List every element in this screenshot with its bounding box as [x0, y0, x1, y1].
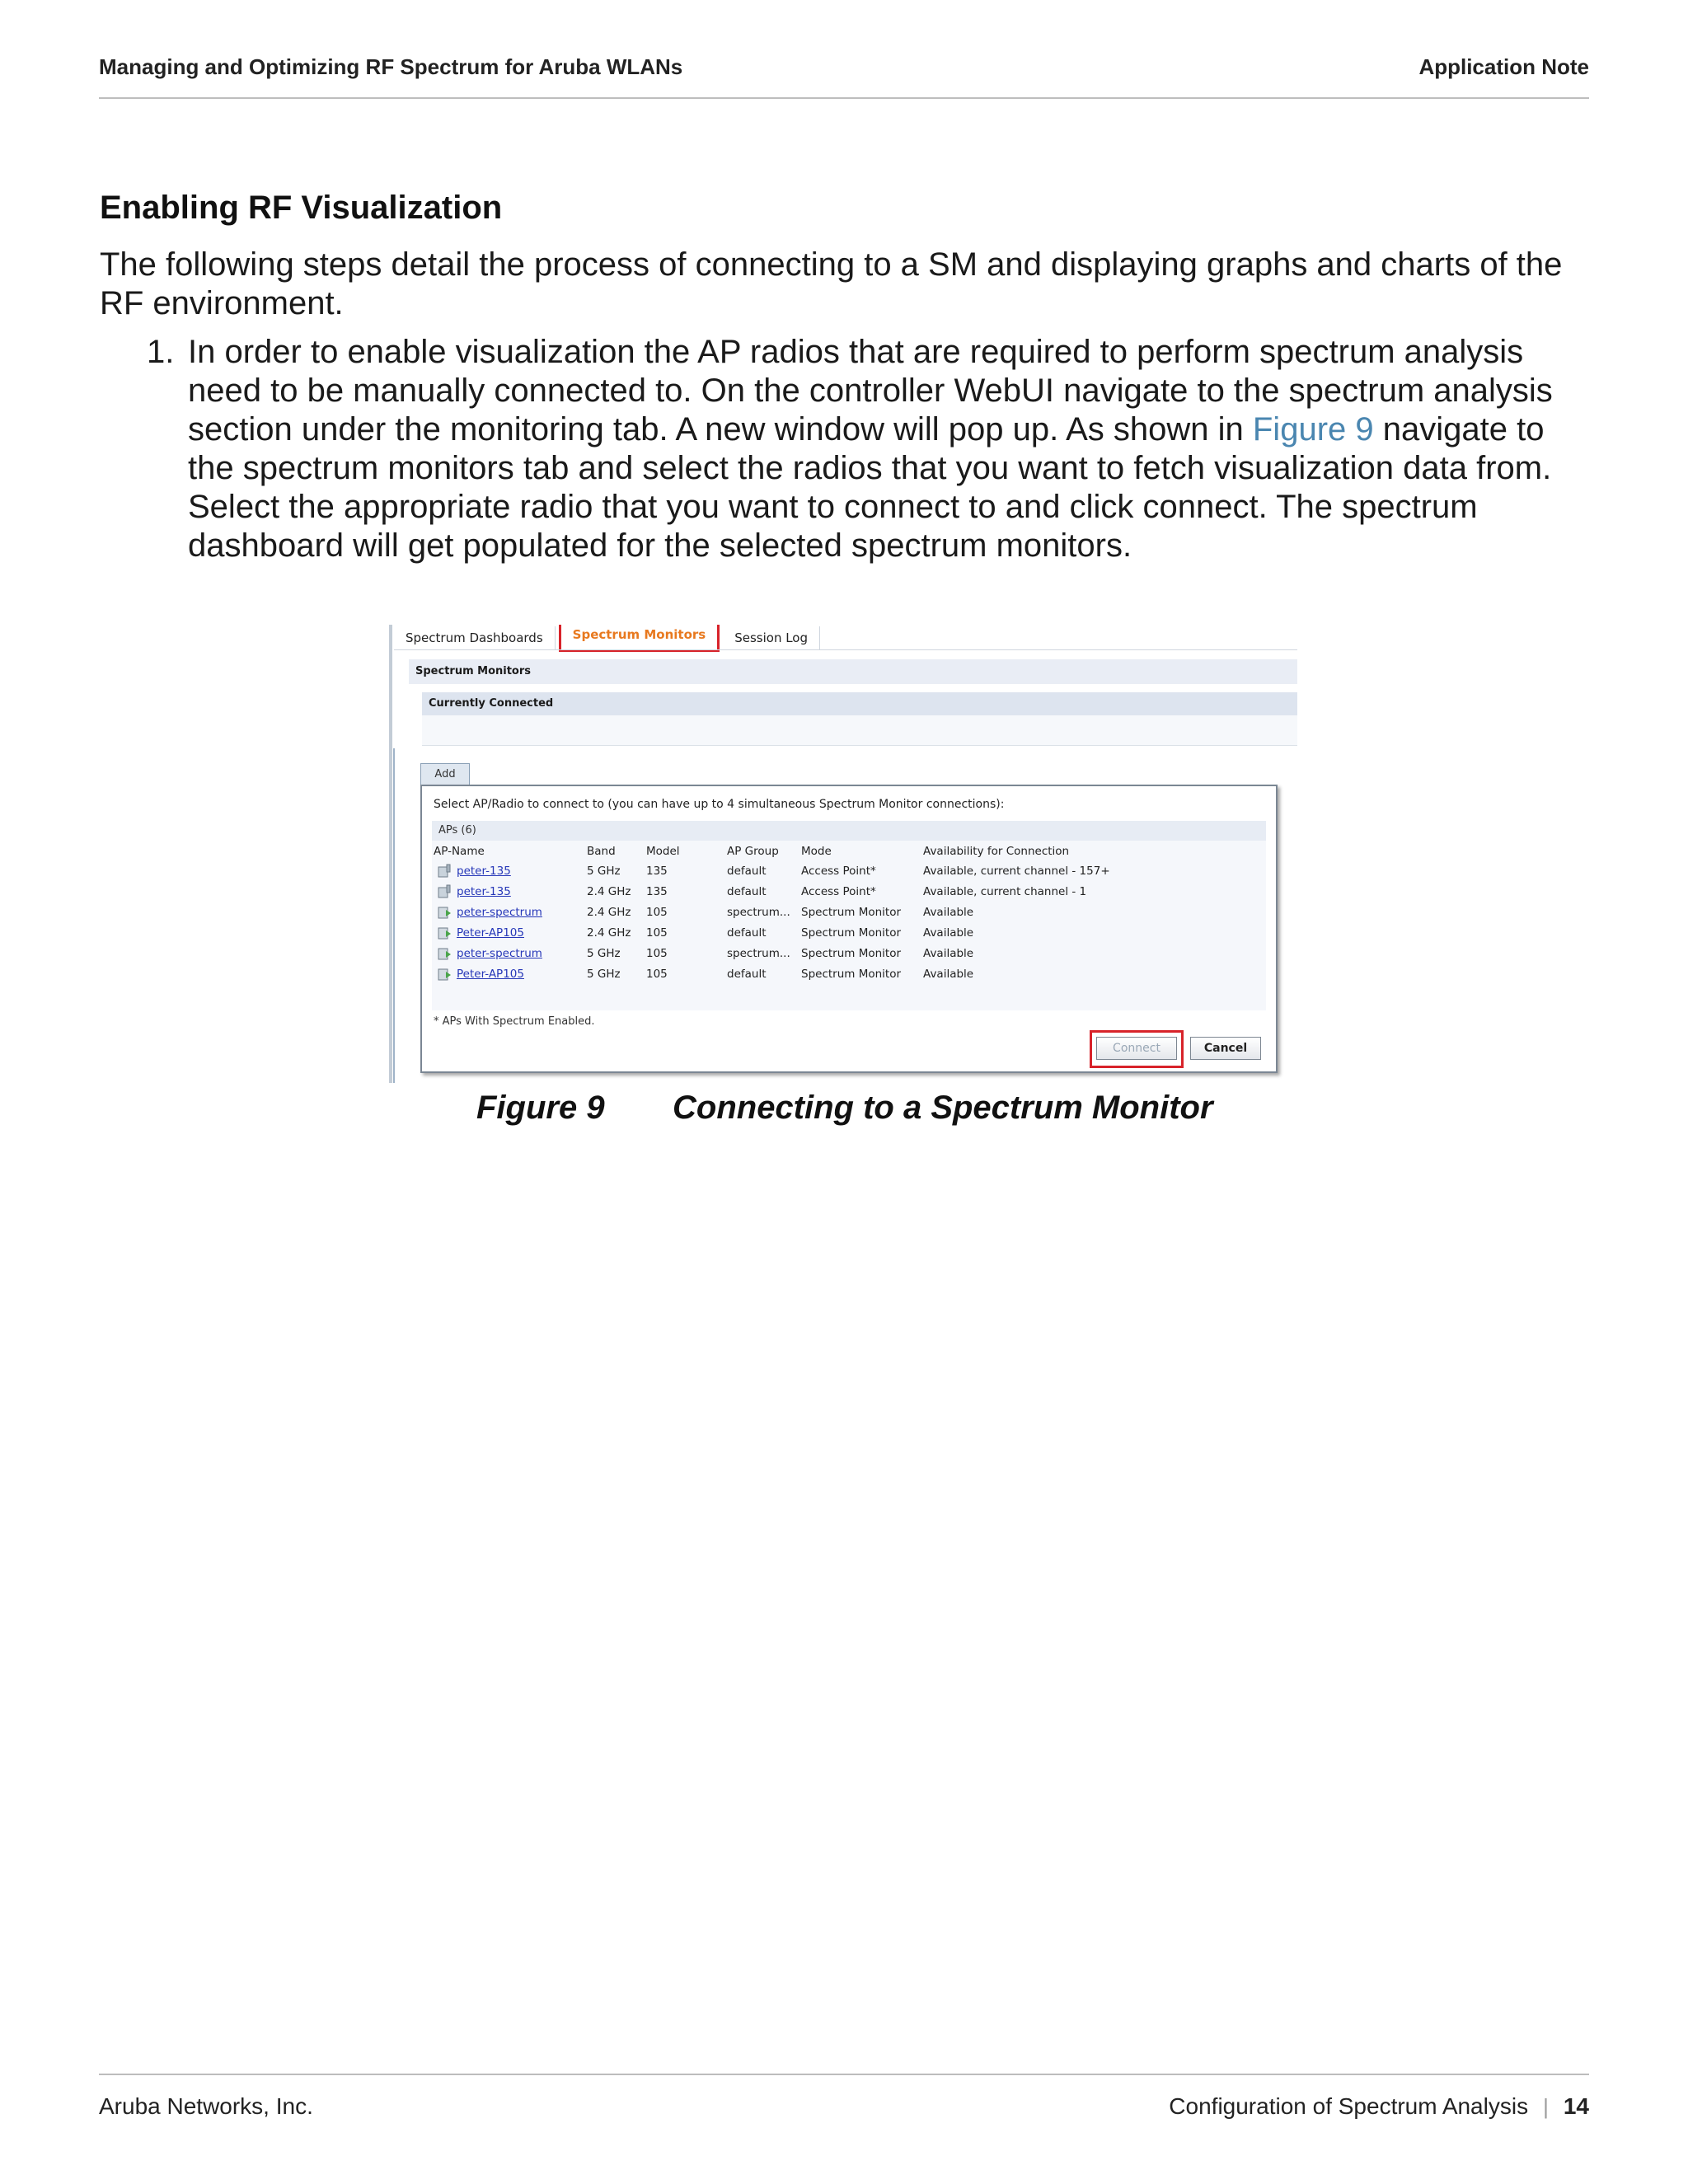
mode-cell: Access Point* — [801, 884, 876, 898]
band-cell: 2.4 GHz — [587, 926, 631, 940]
col-availability[interactable]: Availability for Connection — [923, 845, 1070, 858]
mode-cell: Access Point* — [801, 864, 876, 878]
add-tab[interactable]: Add — [420, 763, 470, 785]
model-cell: 105 — [646, 967, 668, 981]
table-row[interactable] — [434, 943, 1266, 963]
figure-9-link[interactable]: Figure 9 — [1252, 411, 1374, 448]
intro-paragraph: The following steps detail the process of connecting to a SM and displaying graphs and charts of the RF environment. — [100, 246, 1563, 321]
spectrum-monitor-icon — [437, 967, 452, 982]
spectrum-monitor-icon — [437, 946, 452, 961]
table-row[interactable] — [434, 902, 1266, 922]
band-cell: 5 GHz — [587, 967, 621, 981]
figure-caption-title: Connecting to a Spectrum Monitor — [673, 1090, 1213, 1126]
access-point-icon — [437, 884, 452, 899]
model-cell: 105 — [646, 946, 668, 960]
ap-name-link[interactable]: peter-spectrum — [457, 946, 542, 960]
access-point-icon — [437, 864, 452, 879]
spectrum-monitor-screenshot — [389, 625, 1297, 1088]
tab-strip — [394, 625, 820, 649]
col-ap-group[interactable]: AP Group — [727, 845, 779, 858]
band-cell: 2.4 GHz — [587, 884, 631, 898]
running-header-doc-type: Application Note — [1418, 54, 1589, 79]
availability-cell: Available — [923, 967, 974, 981]
col-model[interactable]: Model — [646, 845, 680, 858]
band-cell: 5 GHz — [587, 864, 621, 878]
figure-caption — [476, 1090, 1213, 1127]
figure-caption-label: Figure 9 — [476, 1090, 605, 1126]
model-cell: 135 — [646, 884, 668, 898]
running-header-title: Managing and Optimizing RF Spectrum for Aruba WLANs — [99, 54, 683, 79]
ap-name-cell — [434, 860, 587, 881]
ap-group-cell: default — [727, 884, 767, 898]
footer-rule — [99, 2074, 1589, 2075]
tab-spectrum-dashboards[interactable]: Spectrum Dashboards — [394, 626, 556, 649]
section-title: Enabling RF Visualization — [100, 190, 503, 226]
mode-cell: Spectrum Monitor — [801, 926, 902, 940]
ap-name-cell — [434, 922, 587, 943]
table-row[interactable] — [434, 963, 1266, 984]
band-cell: 2.4 GHz — [587, 905, 631, 919]
col-mode[interactable]: Mode — [801, 845, 832, 858]
mode-cell: Spectrum Monitor — [801, 967, 902, 981]
spectrum-monitor-icon — [437, 926, 452, 940]
step-item — [147, 333, 1589, 565]
ap-group-cell: spectrum... — [727, 946, 790, 960]
aps-panel — [432, 821, 1266, 1010]
dialog-title: Select AP/Radio to connect to (you can have up to 4 simultaneous Spectrum Monitor connections): — [434, 798, 1005, 811]
col-ap-name[interactable]: AP-Name — [434, 845, 485, 858]
ap-group-cell: spectrum... — [727, 905, 790, 919]
model-cell: 105 — [646, 926, 668, 940]
ap-name-link[interactable]: peter-spectrum — [457, 905, 542, 919]
ap-name-link[interactable]: peter-135 — [457, 884, 511, 898]
footer-section: Configuration of Spectrum Analysis — [1169, 2093, 1529, 2119]
availability-cell: Available, current channel - 1 — [923, 884, 1087, 898]
step-text — [188, 333, 1589, 565]
frame-left-accent — [393, 748, 395, 1083]
col-band[interactable]: Band — [587, 845, 616, 858]
spectrum-enabled-footnote: * APs With Spectrum Enabled. — [434, 1015, 595, 1028]
ap-name-link[interactable]: peter-135 — [457, 864, 511, 878]
footer-right — [1169, 2093, 1589, 2120]
ap-name-cell — [434, 902, 587, 922]
footer-separator: | — [1543, 2093, 1549, 2119]
model-cell: 135 — [646, 864, 668, 878]
ap-table-header — [434, 842, 1266, 860]
tab-spectrum-monitors[interactable]: Spectrum Monitors — [559, 625, 720, 652]
ap-name-cell — [434, 963, 587, 984]
currently-connected-heading: Currently Connected — [422, 692, 1297, 715]
connect-dialog — [420, 785, 1278, 1073]
footer-company: Aruba Networks, Inc. — [99, 2093, 313, 2119]
availability-cell: Available — [923, 946, 974, 960]
tab-underline — [394, 649, 1297, 650]
availability-cell: Available, current channel - 157+ — [923, 864, 1110, 878]
step-number: 1. — [147, 334, 175, 370]
spectrum-monitor-icon — [437, 905, 452, 920]
ap-table — [434, 842, 1266, 984]
header-rule — [99, 97, 1589, 99]
aps-count-header: APs (6) — [432, 821, 1266, 841]
mode-cell: Spectrum Monitor — [801, 946, 902, 960]
ap-name-link[interactable]: Peter-AP105 — [457, 967, 524, 981]
ap-name-cell — [434, 943, 587, 963]
mode-cell: Spectrum Monitor — [801, 905, 902, 919]
ap-name-cell — [434, 881, 587, 902]
model-cell: 105 — [646, 905, 668, 919]
table-row[interactable] — [434, 922, 1266, 943]
page-number: 14 — [1563, 2093, 1589, 2119]
ap-group-cell: default — [727, 926, 767, 940]
cancel-button[interactable]: Cancel — [1190, 1037, 1261, 1060]
table-row[interactable] — [434, 881, 1266, 902]
frame-left-border — [389, 625, 392, 1083]
connect-button[interactable]: Connect — [1096, 1037, 1177, 1060]
step-text-after: navigate to the spectrum monitors tab and select the radios that you want to fetch visualization data from. Select the appropriate radio that you want to connect to and click connect. The spectrum dashboard will get populated for the selected spectrum monitors. — [188, 411, 1552, 564]
table-row[interactable] — [434, 860, 1266, 881]
step-text-before: In order to enable visualization the AP radios that are required to perform spectrum analysis need to be manually connected to. On the controller WebUI navigate to the spectrum analysis section under the monitoring tab. A new window will pop up. As shown in — [188, 334, 1553, 448]
tab-session-log[interactable]: Session Log — [723, 626, 820, 649]
band-cell: 5 GHz — [587, 946, 621, 960]
ap-group-cell: default — [727, 967, 767, 981]
spectrum-monitors-heading: Spectrum Monitors — [409, 659, 1297, 684]
ap-name-link[interactable]: Peter-AP105 — [457, 926, 524, 940]
currently-connected-list — [422, 715, 1297, 746]
availability-cell: Available — [923, 905, 974, 919]
ap-group-cell: default — [727, 864, 767, 878]
availability-cell: Available — [923, 926, 974, 940]
